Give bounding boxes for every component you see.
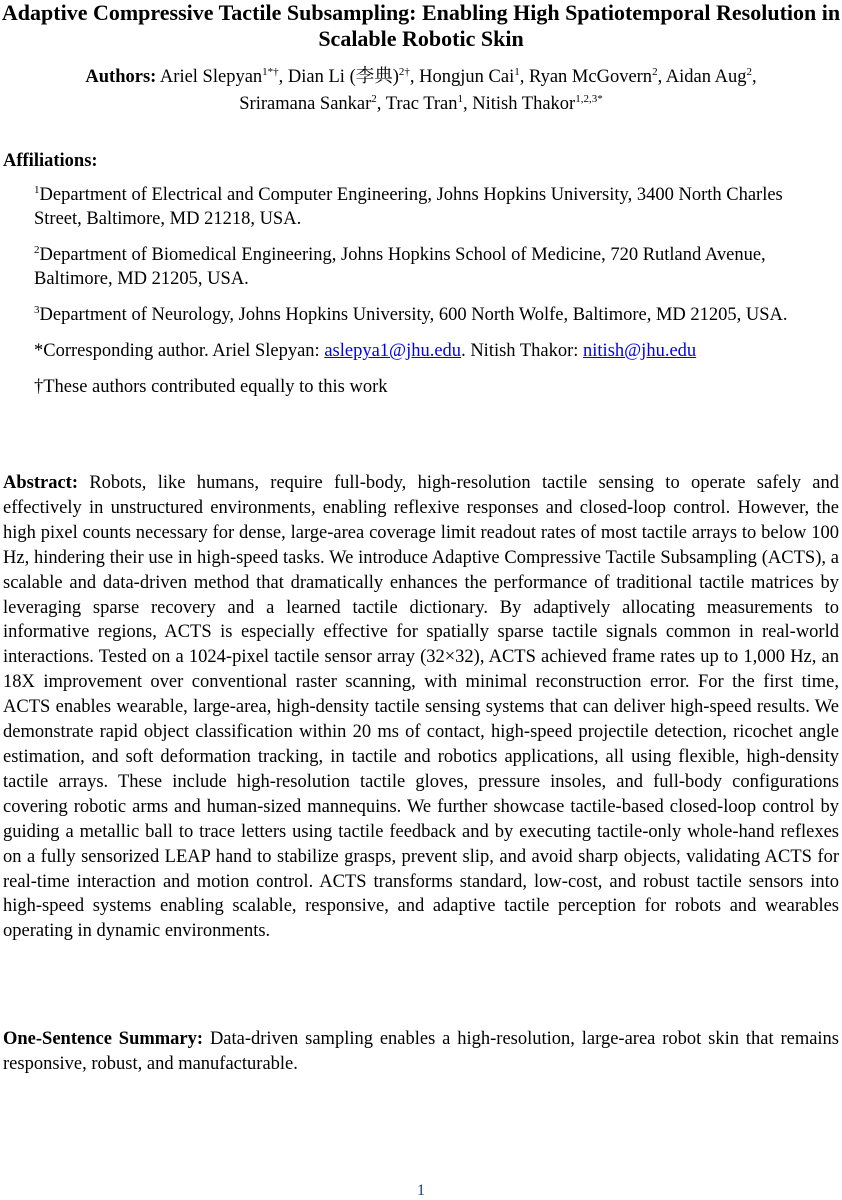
corresponding-middle: . Nitish Thakor: [461,341,584,361]
affiliation-text: Department of Biomedical Engineering, Johns Hopkins School of Medicine, 720 Rutland Avenue, Baltimore, MD 21205, USA. [34,245,766,289]
affiliations-list [34,183,830,411]
author-name: Trac Tran [385,94,458,114]
affiliation-number: 1 [34,183,40,196]
author-affiliation-mark: 1 [514,65,520,78]
affiliation-number: 3 [34,303,40,316]
author-name: Hongjun Cai [419,67,515,87]
author-list [0,64,842,118]
author-name: Ryan McGovern [528,67,653,87]
affiliation-item [34,303,830,327]
authors-label: Authors: [85,67,157,87]
summary-text: Data-driven sampling enables a high-resolution, large-area robot skin that remains responsive, robust, and manufacturable. [3,1029,840,1074]
email-link-slepyan[interactable]: aslepya1@jhu.edu [324,341,462,361]
one-sentence-summary [3,1027,839,1077]
author-affiliation-mark: 1 [457,92,464,105]
abstract [3,471,839,944]
affiliation-item [34,243,830,291]
author-affiliation-mark: 2 [746,65,752,78]
corresponding-prefix: *Corresponding author. Ariel Slepyan: [34,341,325,361]
author-name: Ariel Slepyan [159,67,263,87]
author-affiliation-mark: 1,2,3* [575,92,603,105]
author-name: Nitish Thakor [472,94,576,114]
author-name: Aidan Aug [665,67,747,87]
author-name: Sriramana Sankar [239,94,372,114]
author-entries: Ariel Slepyan$^{1*\dagger}$, Dian Li (李典)$^{2\dagger}$, Hongjun Cai$^1$, Ryan McGovern$^2$, Aidan Aug$^2$, Sriramana Sankar$^2$, Trac Tran$^1$, Nitish Thakor$^{1,2,3*}$ [159,65,757,114]
page-number: 1 [417,1182,425,1199]
author-affiliation-mark: 2 [371,92,377,105]
email-link-thakor[interactable]: nitish@jhu.edu [583,341,697,361]
author-affiliation-mark: 1*† [262,65,279,78]
abstract-label: Abstract: [3,473,79,493]
affiliation-number: 2 [34,243,40,256]
equal-contribution-note: †These authors contributed equally to this work [34,377,388,397]
abstract-text: Robots, like humans, require full-body, high-resolution tactile sensing to operate safely and effectively in unstructured environments, enabling reflexive responses and closed-loop control. However, the high pixel counts necessary for dense, large-area coverage limit readout rates of most tactile arrays to below 100 Hz, hindering their use in high-speed tasks. We introduce Adaptive Compressive Tactile Subsampling (ACTS), a scalable and data-driven method that dramatically enhances the performance of traditional tactile matrices by leveraging sparse recovery and a learned tactile dictionary. By adaptively allocating measurements to informative regions, ACTS is especially effective for spatially sparse tactile signals common in real-world interactions. Tested on a 1024-pixel tactile sensor array (32×32), ACTS achieved frame rates up to 1,000 Hz, an 18X improvement over conventional raster scanning, with minimal reconstruction error. For the first time, ACTS enables wearable, large-area, high-density tactile sensing systems that can deliver high-speed results. We demonstrate rapid object classification within 20 ms of contact, high-speed projectile detection, ricochet angle estimation, and soft deformation tracking, in tactile and robotics applications, all using flexible, high-density tactile arrays. These include high-resolution tactile gloves, pressure insoles, and full-body configurations covering robotic arms and human-sized mannequins. We further showcase tactile-based closed-loop control by guiding a metallic ball to trace letters using tactile feedback and by executing tactile-only whole-hand reflexes on a fully sensorized LEAP hand to stabilize grasps, prevent slip, and avoid sharp objects, validating ACTS for real-time interaction and motion control. ACTS transforms standard, low-cost, and robust tactile sensors into high-speed systems enabling scalable, responsive, and adaptive tactile perception for robots and wearables operating in dynamic environments. [3,473,839,942]
author-affiliation-mark: 2† [398,65,410,78]
affiliation-text: Department of Electrical and Computer Engineering, Johns Hopkins University, 3400 North Charles Street, Baltimore, MD 21218, USA. [34,185,783,229]
author-affiliation-mark: 2 [652,65,658,78]
author-name: Dian Li (李典) [287,67,399,87]
corresponding-author [34,339,830,363]
affiliation-item [34,183,830,231]
paper-title: Adaptive Compressive Tactile Subsampling: Enabling High Spatiotemporal Resolution in Scalable Robotic Skin [1,0,841,51]
summary-label: One-Sentence Summary: [3,1029,204,1049]
affiliation-text: Department of Neurology, Johns Hopkins University, 600 North Wolfe, Baltimore, MD 21205, USA. [39,305,788,325]
affiliations-heading: Affiliations: [3,151,98,171]
